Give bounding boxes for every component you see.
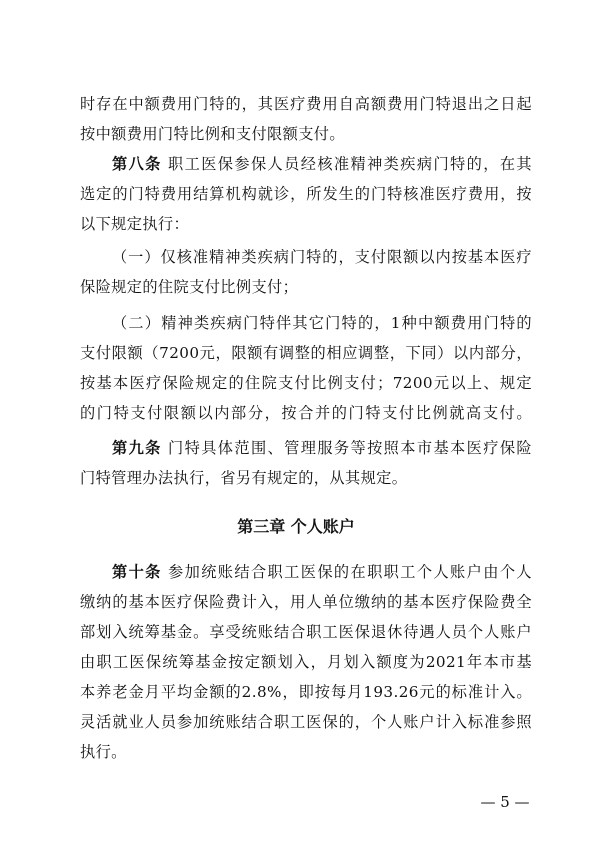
text-line: 本养老金月平均金额的2.8%，即按每月193.26元的标准计入。 <box>80 683 532 701</box>
page-number: — 5 — <box>480 793 530 811</box>
text-line: 由职工医保统筹基金按定额划入，月划入额度为2021年本市基 <box>80 653 532 671</box>
text-line: 门特管理办法执行，省另有规定的，从其规定。 <box>80 469 408 487</box>
article-8-heading: 第八条 <box>112 155 162 173</box>
article-10-heading: 第十条 <box>112 563 162 581</box>
chapter-title: 第三章 个人账户 <box>237 517 355 536</box>
text-line: 职工医保参保人员经核准精神类疾病门特的，在其 <box>168 155 532 173</box>
text-line: 支付限额（7200元，限额有调整的相应调整，下同）以内部分， <box>80 344 532 362</box>
text-line: 参加统账结合职工医保的在职职工个人账户由个人 <box>168 563 532 581</box>
text-line: 门特具体范围、管理服务等按照本市基本医疗保险 <box>168 439 532 457</box>
text-line: 执行。 <box>80 743 127 761</box>
text-line: （一）仅核准精神类疾病门特的，支付限额以内按基本医疗 <box>112 248 532 266</box>
text-line: 灵活就业人员参加统账结合职工医保的，个人账户计入标准参照 <box>80 713 532 731</box>
article-10-first-line <box>80 562 532 582</box>
text-line: 时存在中额费用门特的，其医疗费用自高额费用门特退出之日起 <box>80 95 532 113</box>
article-9-heading: 第九条 <box>112 439 162 457</box>
text-line: 按中额费用门特比例和支付限额支付。 <box>80 125 345 143</box>
article-8-first-line <box>80 154 532 174</box>
article-9-first-line <box>80 438 532 458</box>
text-line: 以下规定执行： <box>80 215 190 233</box>
text-line: 缴纳的基本医疗保险费计入，用人单位缴纳的基本医疗保险费全 <box>80 593 532 611</box>
text-line: 按基本医疗保险规定的住院支付比例支付；7200元以上、规定 <box>80 374 532 392</box>
text-line: 选定的门特费用结算机构就诊，所发生的门特核准医疗费用，按 <box>80 185 532 203</box>
text-line: 部划入统筹基金。享受统账结合职工医保退休待遇人员个人账户 <box>80 623 532 641</box>
text-line: （二）精神类疾病门特伴其它门特的，1种中额费用门特的 <box>112 314 532 332</box>
text-line: 的门特支付限额以内部分，按合并的门特支付比例就高支付。 <box>80 404 532 422</box>
text-line: 保险规定的住院支付比例支付； <box>80 278 299 296</box>
